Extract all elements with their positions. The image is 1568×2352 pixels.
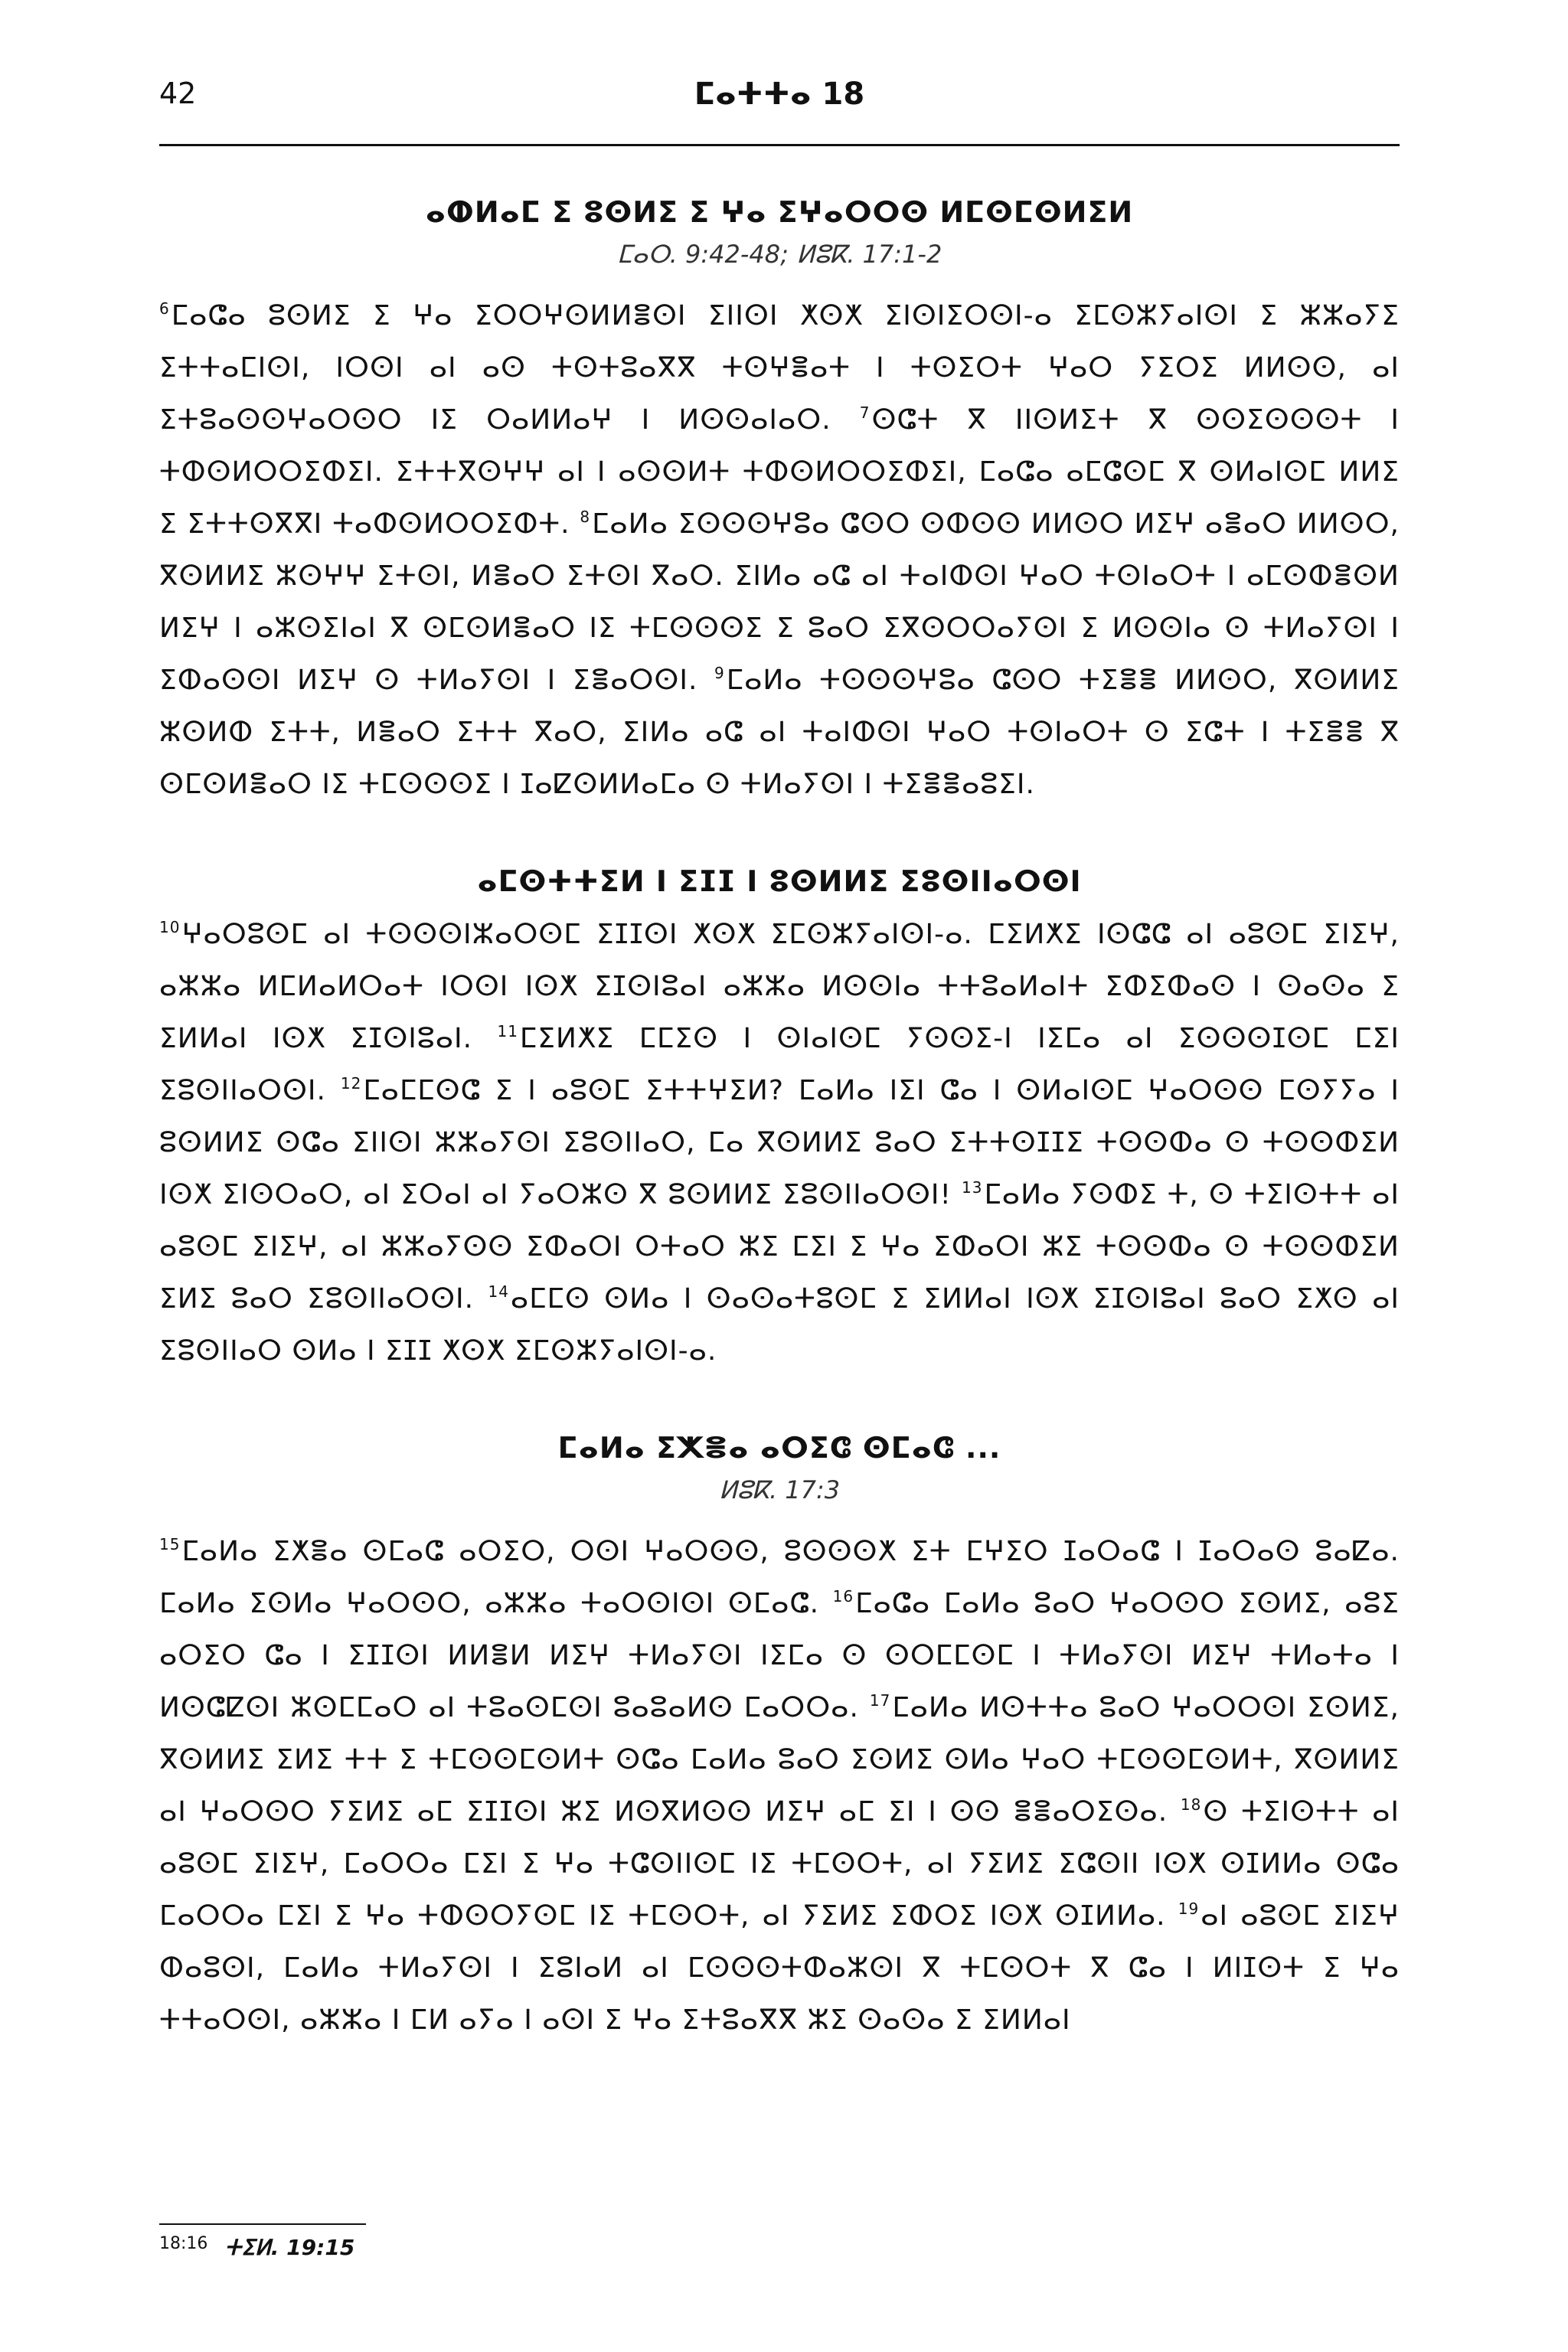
verse-text: ⵎⴰⵛⴰ ⵎⴰⵍⴰ ⵓⴰⵔ ⵖⴰⵔⵙⵔ ⵉⵙⵍⵉ, ⴰⵓⵉ ⴰⵔⵉⵔ ⵛⴰ ⵏ ⵉⵊⵊⵙⵏ ⵍⵍⴻⵍ ⵍⵉⵖ ⵜⵍⴰⵢⵙⵏ ⵏⵉⵎⴰ ⵙ ⵙⵔⵎⵎⵙⵎ ⵏ ⵜⵍⴰⵢⵙⵏ ⵍⵉⵖ ⵜⵍⴰⵜⴰ ⵏ ⵍⵙⵛⵇⵙⵏ ⵣⵙⵎⵎⴰⵔ ⴰⵏ ⵜⵓⴰⵙⵎⵙⵏ ⵓⴰⵓⴰⵍⵙ ⵎⴰⵔⵔⴰ. xyxy=(159,1588,1400,1723)
verse-text: ⵎⴰⵎⵎⵙⵛ ⵉ ⵏ ⴰⵓⵙⵎ ⵉⵜⵜⵖⵉⵍ? ⵎⴰⵍⴰ ⵏⵉⵏ ⵛⴰ ⵏ ⵙⵍⴰⵏⵙⵎ ⵖⴰⵔⵙⵙ ⵎⵙⵢⵢⴰ ⵏ ⵓⵙⵍⵍⵉ ⵙⵛⴰ ⵉⵏⵏⵙⵏ ⵣⵣⴰⵢⵙⵏ ⵉⵓⵙⵏⵏⴰⵔ, ⵎⴰ ⴳⵙⵍⵍⵉ ⵓⴰⵔ ⵉⵜⵜⵙⵊⵊⵉ ⵜⵙⵙⵀⴰ ⵙ ⵜⵙⵙⵀⵉⵍ ⵏⵙⵅ ⵉⵏⵙⵔⴰⵔ, ⴰⵏ ⵉⵔⴰⵏ ⴰⵏ ⵢⴰⵔⵣⵙ ⴳ ⵓⵙⵍⵍⵉ ⵉⵓⵙⵏⵏⴰⵔⵙⵏ! xyxy=(159,1075,1400,1210)
verse-number: 19 xyxy=(1178,1900,1200,1918)
section xyxy=(159,1431,1400,2047)
footnote-rule xyxy=(159,2223,366,2225)
section-reference: ⵍⵓⴽ. 17:3 xyxy=(718,1475,841,1504)
verse-number: 11 xyxy=(497,1022,518,1040)
verse-text: ⵎⵉⵍⵅⵉ ⵎⵎⵉⵙ ⵏ ⵙⵏⴰⵏⵙⵎ ⵢⵙⵙⵉ-ⵏ ⵏⵉⵎⴰ ⴰⵏ ⵉⵙⵙⵙⵊⵙⵎ ⵎⵉⵏ ⵉⵓⵙⵏⵏⴰⵔⵙⵏ. xyxy=(159,1023,1400,1106)
verse-text: ⵎⴰⵛⴰ ⵓⵙⵍⵉ ⵉ ⵖⴰ ⵉⵔⵔⵖⵙⵍⵍⴻⵙⵏ ⵉⵏⵏⵙⵏ ⵅⵙⵅ ⵉⵏⵙⵏⵉⵔⵙⵏ-ⴰ ⵉⵎⵙⵣⵢⴰⵏⵙⵏ ⵉ ⵣⵣⴰⵢⵉ ⵉⵜⵜⴰⵎⵏⵙⵏ, ⵏⵔⵙⵏ ⴰⵏ ⴰⵙ ⵜⵙⵜⵓⴰⴳⴳ ⵜⵙⵖⴻⴰⵜ ⵏ ⵜⵙⵉⵔⵜ ⵖⴰⵔ ⵢⵉⵔⵉ ⵍⵍⵙⵙ, ⴰⵏ ⵉⵜⵓⴰⵙⵙⵖⴰⵔⵙⵔ ⵏⵉ ⵔⴰⵍⵍⴰⵖ ⵏ ⵍⵙⵙⴰⵏⴰⵔ. xyxy=(159,300,1400,436)
verse-text: ⵙ ⵜⵉⵏⵙⵜⵜ ⴰⵏ ⴰⵓⵙⵎ ⵉⵏⵉⵖ, ⵎⴰⵔⵔⴰ ⵎⵉⵏ ⵉ ⵖⴰ ⵜⵛⵙⵏⵏⵙⵎ ⵏⵉ ⵜⵎⵙⵔⵜ, ⴰⵏ ⵢⵉⵍⵉ ⵉⵛⵙⵏⵏ ⵏⵙⵅ ⵙⵊⵍⵍⴰ ⵙⵛⴰ ⵎⴰⵔⵔⴰ ⵎⵉⵏ ⵉ ⵖⴰ ⵜⵀⵙⵔⵢⵙⵎ ⵏⵉ ⵜⵎⵙⵔⵜ, ⴰⵏ ⵢⵉⵍⵉ ⵉⵀⵔⵉ ⵏⵙⵅ ⵙⵊⵍⵍⴰ. xyxy=(159,1796,1400,1932)
verse-number: 7 xyxy=(859,403,871,422)
verse-number: 16 xyxy=(832,1587,854,1606)
verse-number: 15 xyxy=(159,1535,181,1553)
verse-number: 10 xyxy=(159,918,181,936)
verse-text: ⵎⴰⵍⴰ ⵉⵅⴻⴰ ⵙⵎⴰⵛ ⴰⵔⵉⵔ, ⵔⵙⵏ ⵖⴰⵔⵙⵙ, ⵓⵙⵙⵙⵅ ⵉⵜ ⵎⵖⵉⵔ ⵊⴰⵔⴰⵛ ⵏ ⵊⴰⵔⴰⵙ ⵓⴰⵇⴰ. ⵎⴰⵍⴰ ⵉⵙⵍⴰ ⵖⴰⵔⵙⵔ, ⴰⵣⵣⴰ ⵜⴰⵔⵙⵏⵙⵏ ⵙⵎⴰⵛ. xyxy=(159,1536,1400,1619)
verse-text: ⴰⵎⵎⵙ ⵙⵍⴰ ⵏ ⵙⴰⵙⴰⵜⵓⵙⵎ ⵉ ⵉⵍⵍⴰⵏ ⵏⵙⵅ ⵉⵊⵙⵏⵓⴰⵏ ⵓⴰⵔ ⵉⵅⵙ ⴰⵏ ⵉⵓⵙⵏⵏⴰⵔ ⵙⵍⴰ ⵏ ⵉⵊⵊ ⵅⵙⵅ ⵉⵎⵙⵣⵢⴰⵏⵙⵏ-ⴰ. xyxy=(159,1283,1400,1367)
verse-number: 8 xyxy=(580,508,591,526)
section-spacer xyxy=(159,1377,1400,1431)
verse-number: 6 xyxy=(159,299,170,318)
running-title: ⵎⴰⵜⵜⴰ 18 xyxy=(694,77,865,112)
section xyxy=(159,864,1400,1377)
verse-number: 9 xyxy=(714,664,725,682)
section-heading: ⴰⵀⵍⴰⵎ ⵉ ⵓⵙⵍⵉ ⵉ ⵖⴰ ⵉⵖⴰⵔⵔⵙ ⵍⵎⵙⵎⵙⵍⵉⵍ xyxy=(425,195,1134,229)
section-heading: ⵎⴰⵍⴰ ⵉⵅⴻⴰ ⴰⵔⵉⵛ ⵙⵎⴰⵛ ... xyxy=(557,1431,1001,1465)
verse-text: ⵎⴰⵍⴰ ⵜⵙⵙⵙⵖⵓⴰ ⵛⵙⵔ ⵜⵉⴻⴻ ⵍⵍⵙⵔ, ⴳⵙⵍⵍⵉ ⵣⵙⵍⵀ ⵉⵜⵜ, ⵍⴻⴰⵔ ⵉⵜⵜ ⴳⴰⵔ, ⵉⵏⵍⴰ ⴰⵛ ⴰⵏ ⵜⴰⵏⵀⵙⵏ ⵖⴰⵔ ⵜⵙⵏⴰⵔⵜ ⵙ ⵉⵛⵜ ⵏ ⵜⵉⴻⴻ ⴳ ⵙⵎⵙⵍⴻⴰⵔ ⵏⵉ ⵜⵎⵙⵙⵙⵉ ⵏ ⵊⴰⵇⵙⵍⵍⴰⵎⴰ ⵙ ⵜⵍⴰⵢⵙⵏ ⵏ ⵜⵉⴻⴻⴰⵓⵉⵏ. xyxy=(159,665,1400,800)
header-rule xyxy=(159,144,1400,146)
verse-text: ⵎⴰⵍⴰ ⵍⵙⵜⵜⴰ ⵓⴰⵔ ⵖⴰⵔⵔⵙⵏ ⵉⵙⵍⵉ, ⴳⵙⵍⵍⵉ ⵉⵍⵉ ⵜⵜ ⵉ ⵜⵎⵙⵙⵎⵙⵍⵜ ⵙⵛⴰ ⵎⴰⵍⴰ ⵓⴰⵔ ⵉⵙⵍⵉ ⵙⵍⴰ ⵖⴰⵔ ⵜⵎⵙⵙⵎⵙⵍⵜ, ⴳⵙⵍⵍⵉ ⴰⵏ ⵖⴰⵔⵙⵔ ⵢⵉⵍⵉ ⴰⵎ ⵉⵊⵊⵙⵏ ⵣⵉ ⵍⵙⴳⵍⵙⵙ ⵍⵉⵖ ⴰⵎ ⵉⵏ ⵏ ⵙⵙ ⴻⴻⴰⵔⵉⵙⴰ. xyxy=(159,1692,1400,1828)
page-number: 42 xyxy=(159,77,197,110)
verse-text: ⴰⵏ ⴰⵓⵙⵎ ⵉⵏⵉⵖ ⵀⴰⵓⵙⵏ, ⵎⴰⵍⴰ ⵜⵍⴰⵢⵙⵏ ⵏ ⵉⵓⵏⴰⵍ ⴰⵏ ⵎⵙⵙⵙⵜⵀⴰⵣⵙⵏ ⴳ ⵜⵎⵙⵔⵜ ⴳ ⵛⴰ ⵏ ⵍⵏⵊⵙⵜ ⵉ ⵖⴰ ⵜⵜⴰⵔⵙⵏ, ⴰⵣⵣⴰ ⵏ ⵎⵍ ⴰⵢⴰ ⵏ ⴰⵙⵏ ⵉ ⵖⴰ ⵉⵜⵓⴰⴳⴳ ⵣⵉ ⵙⴰⵙⴰ ⵉ ⵉⵍⵍⴰⵏ xyxy=(159,1900,1400,2036)
body-text xyxy=(159,195,1400,2047)
verse-text: ⵎⴰⵍⴰ ⵢⵙⵀⵉ ⵜ, ⵙ ⵜⵉⵏⵙⵜⵜ ⴰⵏ ⴰⵓⵙⵎ ⵉⵏⵉⵖ, ⴰⵏ ⵣⵣⴰⵢⵙⵙ ⵉⵀⴰⵔⵏ ⵔⵜⴰⵔ ⵣⵉ ⵎⵉⵏ ⵉ ⵖⴰ ⵉⵀⴰⵔⵏ ⵣⵉ ⵜⵙⵙⵀⴰ ⵙ ⵜⵙⵙⵀⵉⵍ ⵉⵍⵉ ⵓⴰⵔ ⵉⵓⵙⵏⵏⴰⵔⵙⵏ. xyxy=(159,1179,1400,1315)
footnote-reference: 18:16 xyxy=(159,2234,208,2253)
section xyxy=(159,195,1400,811)
footnote-text: ⵜⵉⵍ. 19:15 xyxy=(224,2235,355,2260)
paragraph xyxy=(159,1526,1400,2047)
verse-text: ⵎⴰⵍⴰ ⵉⵙⵙⵙⵖⵓⴰ ⵛⵙⵔ ⵙⵀⵙⵙ ⵍⵍⵙⵔ ⵍⵉⵖ ⴰⴻⴰⵔ ⵍⵍⵙⵔ, ⴳⵙⵍⵍⵉ ⵣⵙⵖⵖ ⵉⵜⵙⵏ, ⵍⴻⴰⵔ ⵉⵜⵙⵏ ⴳⴰⵔ. ⵉⵏⵍⴰ ⴰⵛ ⴰⵏ ⵜⴰⵏⵀⵙⵏ ⵖⴰⵔ ⵜⵙⵏⴰⵔⵜ ⵏ ⴰⵎⵙⵀⴻⵙⵍ ⵍⵉⵖ ⵏ ⴰⵣⵙⵉⵏⴰⵏ ⴳ ⵙⵎⵙⵍⴻⴰⵔ ⵏⵉ ⵜⵎⵙⵙⵙⵉ ⵉ ⵓⴰⵔ ⵉⴳⵙⵔⵔⴰⵢⵙⵏ ⵉ ⵍⵙⵙⵏⴰ ⵙ ⵜⵍⴰⵢⵙⵏ ⵏ ⵉⵀⴰⵙⵙⵏ ⵍⵉⵖ ⵙ ⵜⵍⴰⵢⵙⵏ ⵏ ⵉⴻⴰⵔⵙⵏ. xyxy=(159,508,1400,696)
verse-number: 13 xyxy=(962,1178,983,1197)
paragraph xyxy=(159,290,1400,811)
section-reference: ⵎⴰⵔ. 9:42-48; ⵍⵓⴽ. 17:1-2 xyxy=(616,240,942,269)
paragraph xyxy=(159,909,1400,1377)
verse-number: 14 xyxy=(488,1282,509,1301)
running-head xyxy=(159,77,1400,122)
verse-number: 12 xyxy=(340,1074,362,1093)
verse-text: ⵖⴰⵔⵓⵙⵎ ⴰⵏ ⵜⵙⵙⵙⵏⵣⴰⵔⵙⵎ ⵉⵊⵊⵙⵏ ⵅⵙⵅ ⵉⵎⵙⵣⵢⴰⵏⵙⵏ-ⴰ. ⵎⵉⵍⵅⵉ ⵏⵙⵛⵛ ⴰⵏ ⴰⵓⵙⵎ ⵉⵏⵉⵖ, ⴰⵣⵣⴰ ⵍⵎⵍⴰⵍⵔⴰⵜ ⵏⵔⵙⵏ ⵏⵙⵅ ⵉⵊⵙⵏⵓⴰⵏ ⴰⵣⵣⴰ ⵍⵙⵙⵏⴰ ⵜⵜⵓⴰⵍⴰⵏⵜ ⵉⵀⵉⵀⴰⵙ ⵏ ⵙⴰⵙⴰ ⵉ ⵉⵍⵍⴰⵏ ⵏⵙⵅ ⵉⵊⵙⵏⵓⴰⵏ. xyxy=(159,919,1400,1054)
section-heading: ⴰⵎⵙⵜⵜⵉⵍ ⵏ ⵉⵊⵊ ⵏ ⵓⵙⵍⵍⵉ ⵉⵓⵙⵏⵏⴰⵔⵙⵏ xyxy=(477,864,1082,898)
verse-number: 17 xyxy=(869,1691,891,1710)
verse-text: ⵙⵛⵜ ⴳ ⵏⵏⵙⵍⵉⵜ ⴳ ⵙⵙⵉⵙⵙⵙⵜ ⵏ ⵜⵀⵙⵍⵔⵔⵉⵀⵉⵏ. ⵉⵜⵜⴳⵙⵖⵖ ⴰⵏ ⵏ ⴰⵙⵙⵍⵜ ⵜⵀⵙⵍⵔⵔⵉⵀⵉⵏ, ⵎⴰⵛⴰ ⴰⵎⵛⵙⵎ ⴳ ⵙⵍⴰⵏⵙⵎ ⵍⵍⵉ ⵉ ⵉⵜⵜⵙⴳⴳⵏ ⵜⴰⵀⵙⵍⵔⵔⵉⵀⵜ. xyxy=(159,404,1400,540)
footnote xyxy=(159,2234,354,2260)
verse-number: 18 xyxy=(1180,1795,1202,1814)
section-spacer xyxy=(159,811,1400,864)
